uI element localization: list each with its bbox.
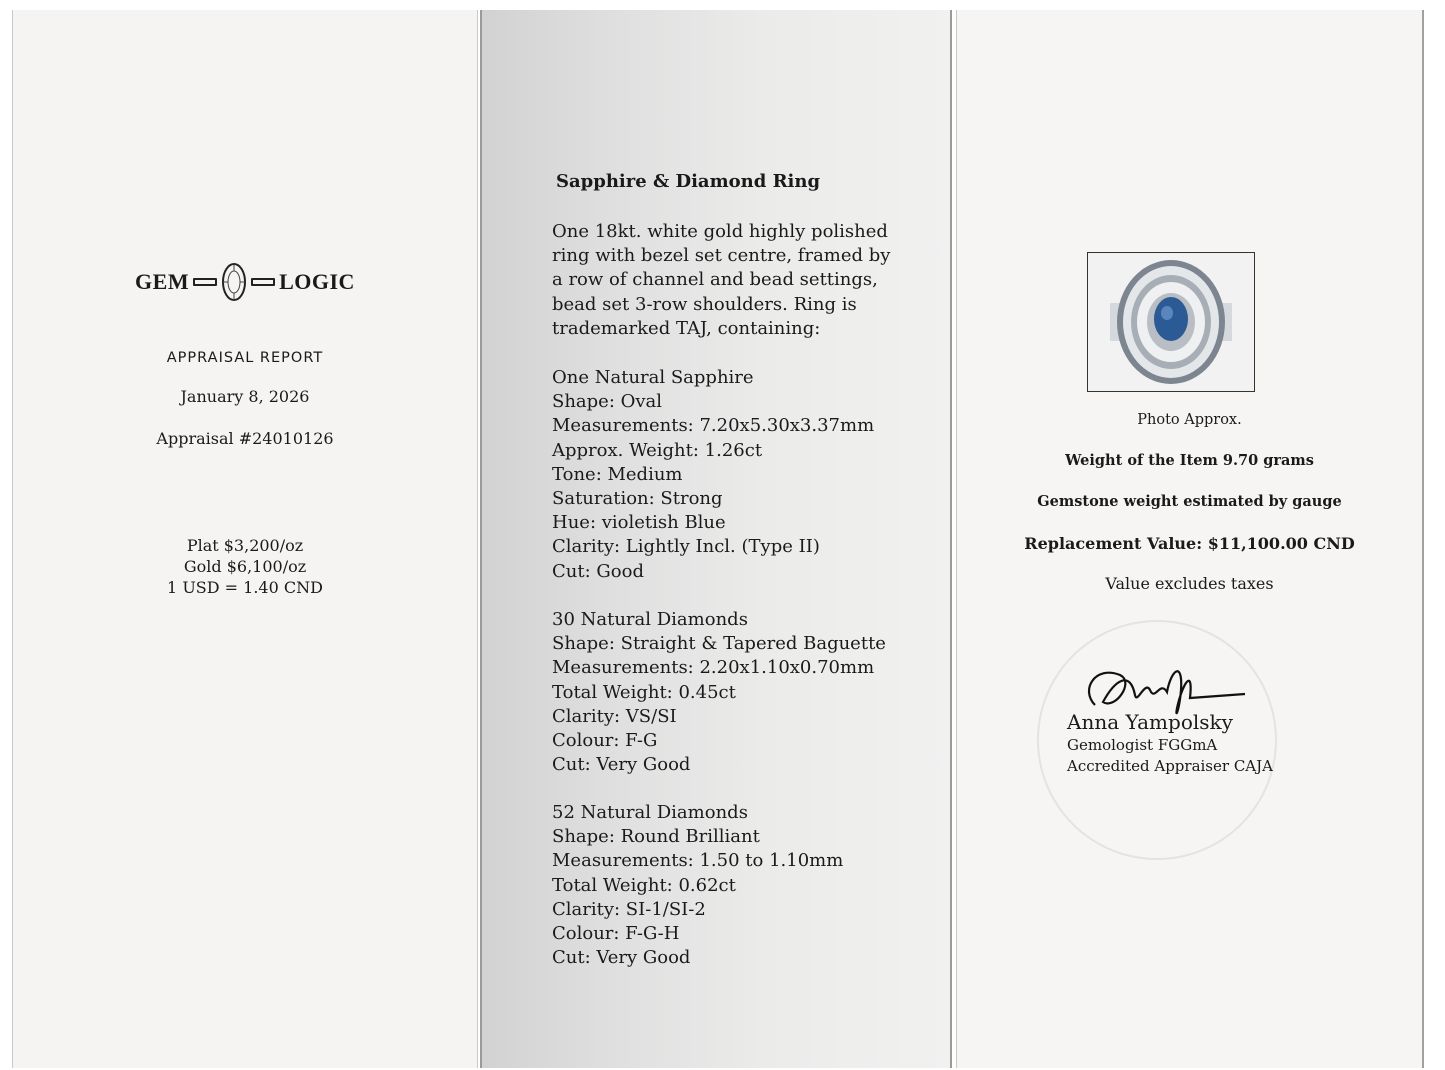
right-panel bbox=[956, 10, 1424, 1068]
logo-text-right: LOGIC bbox=[279, 269, 355, 294]
tax-note: Value excludes taxes bbox=[1105, 574, 1274, 593]
item-weight: Weight of the Item 9.70 grams bbox=[1065, 452, 1314, 469]
signer-accreditation: Accredited Appraiser CAJA bbox=[1067, 757, 1273, 775]
item-title: Sapphire & Diamond Ring bbox=[556, 171, 821, 192]
signature-block bbox=[1067, 650, 1367, 775]
replacement-value: Replacement Value: $11,100.00 CND bbox=[1024, 534, 1355, 553]
round-diamond-details: 52 Natural Diamonds Shape: Round Brilliant Measurements: 1.50 to 1.10mm Total Weight: 0.62ct Clarity: SI-1/SI-2 Colour: F-G-H Cut: Very Good bbox=[552, 802, 844, 969]
signer-title: Gemologist FGGmA bbox=[1067, 736, 1218, 754]
exchange-rate: 1 USD = 1.40 CND bbox=[167, 578, 323, 597]
left-panel bbox=[12, 10, 478, 1068]
gold-price: Gold $6,100/oz bbox=[183, 557, 307, 576]
company-logo bbox=[13, 262, 477, 302]
photo-caption: Photo Approx. bbox=[1137, 412, 1242, 428]
ring-photo bbox=[1087, 252, 1255, 392]
report-title: APPRAISAL REPORT bbox=[166, 350, 324, 366]
sapphire-details: One Natural Sapphire Shape: Oval Measurements: 7.20x5.30x3.37mm Approx. Weight: 1.26ct Tone: Medium Saturation: Strong Hue: violetish Blue Clarity: Lightly Incl. (Type II) Cut: Good bbox=[552, 367, 875, 582]
item-description: One 18kt. white gold highly polished ring with bezel set centre, framed by a row of channel and bead settings, bead set 3-row shoulders. Ring is trademarked TAJ, containing: bbox=[552, 221, 891, 339]
logo-text-left: GEM bbox=[135, 269, 190, 294]
logo-baguette-icon bbox=[251, 278, 275, 286]
signer-name: Anna Yampolsky bbox=[1067, 710, 1233, 734]
report-date: January 8, 2026 bbox=[180, 387, 310, 406]
baguette-diamond-details: 30 Natural Diamonds Shape: Straight & Tapered Baguette Measurements: 2.20x1.10x0.70mm Total Weight: 0.45ct Clarity: VS/SI Colour: F-G Cut: Very Good bbox=[552, 609, 886, 776]
middle-panel bbox=[480, 10, 952, 1068]
appraisal-number: Appraisal #24010126 bbox=[156, 429, 334, 448]
platinum-price: Plat $3,200/oz bbox=[186, 536, 304, 555]
logo-baguette-icon bbox=[193, 278, 217, 286]
ring-image-icon bbox=[1088, 253, 1254, 391]
oval-diamond-icon bbox=[221, 262, 247, 302]
gauge-note: Gemstone weight estimated by gauge bbox=[1037, 493, 1342, 510]
